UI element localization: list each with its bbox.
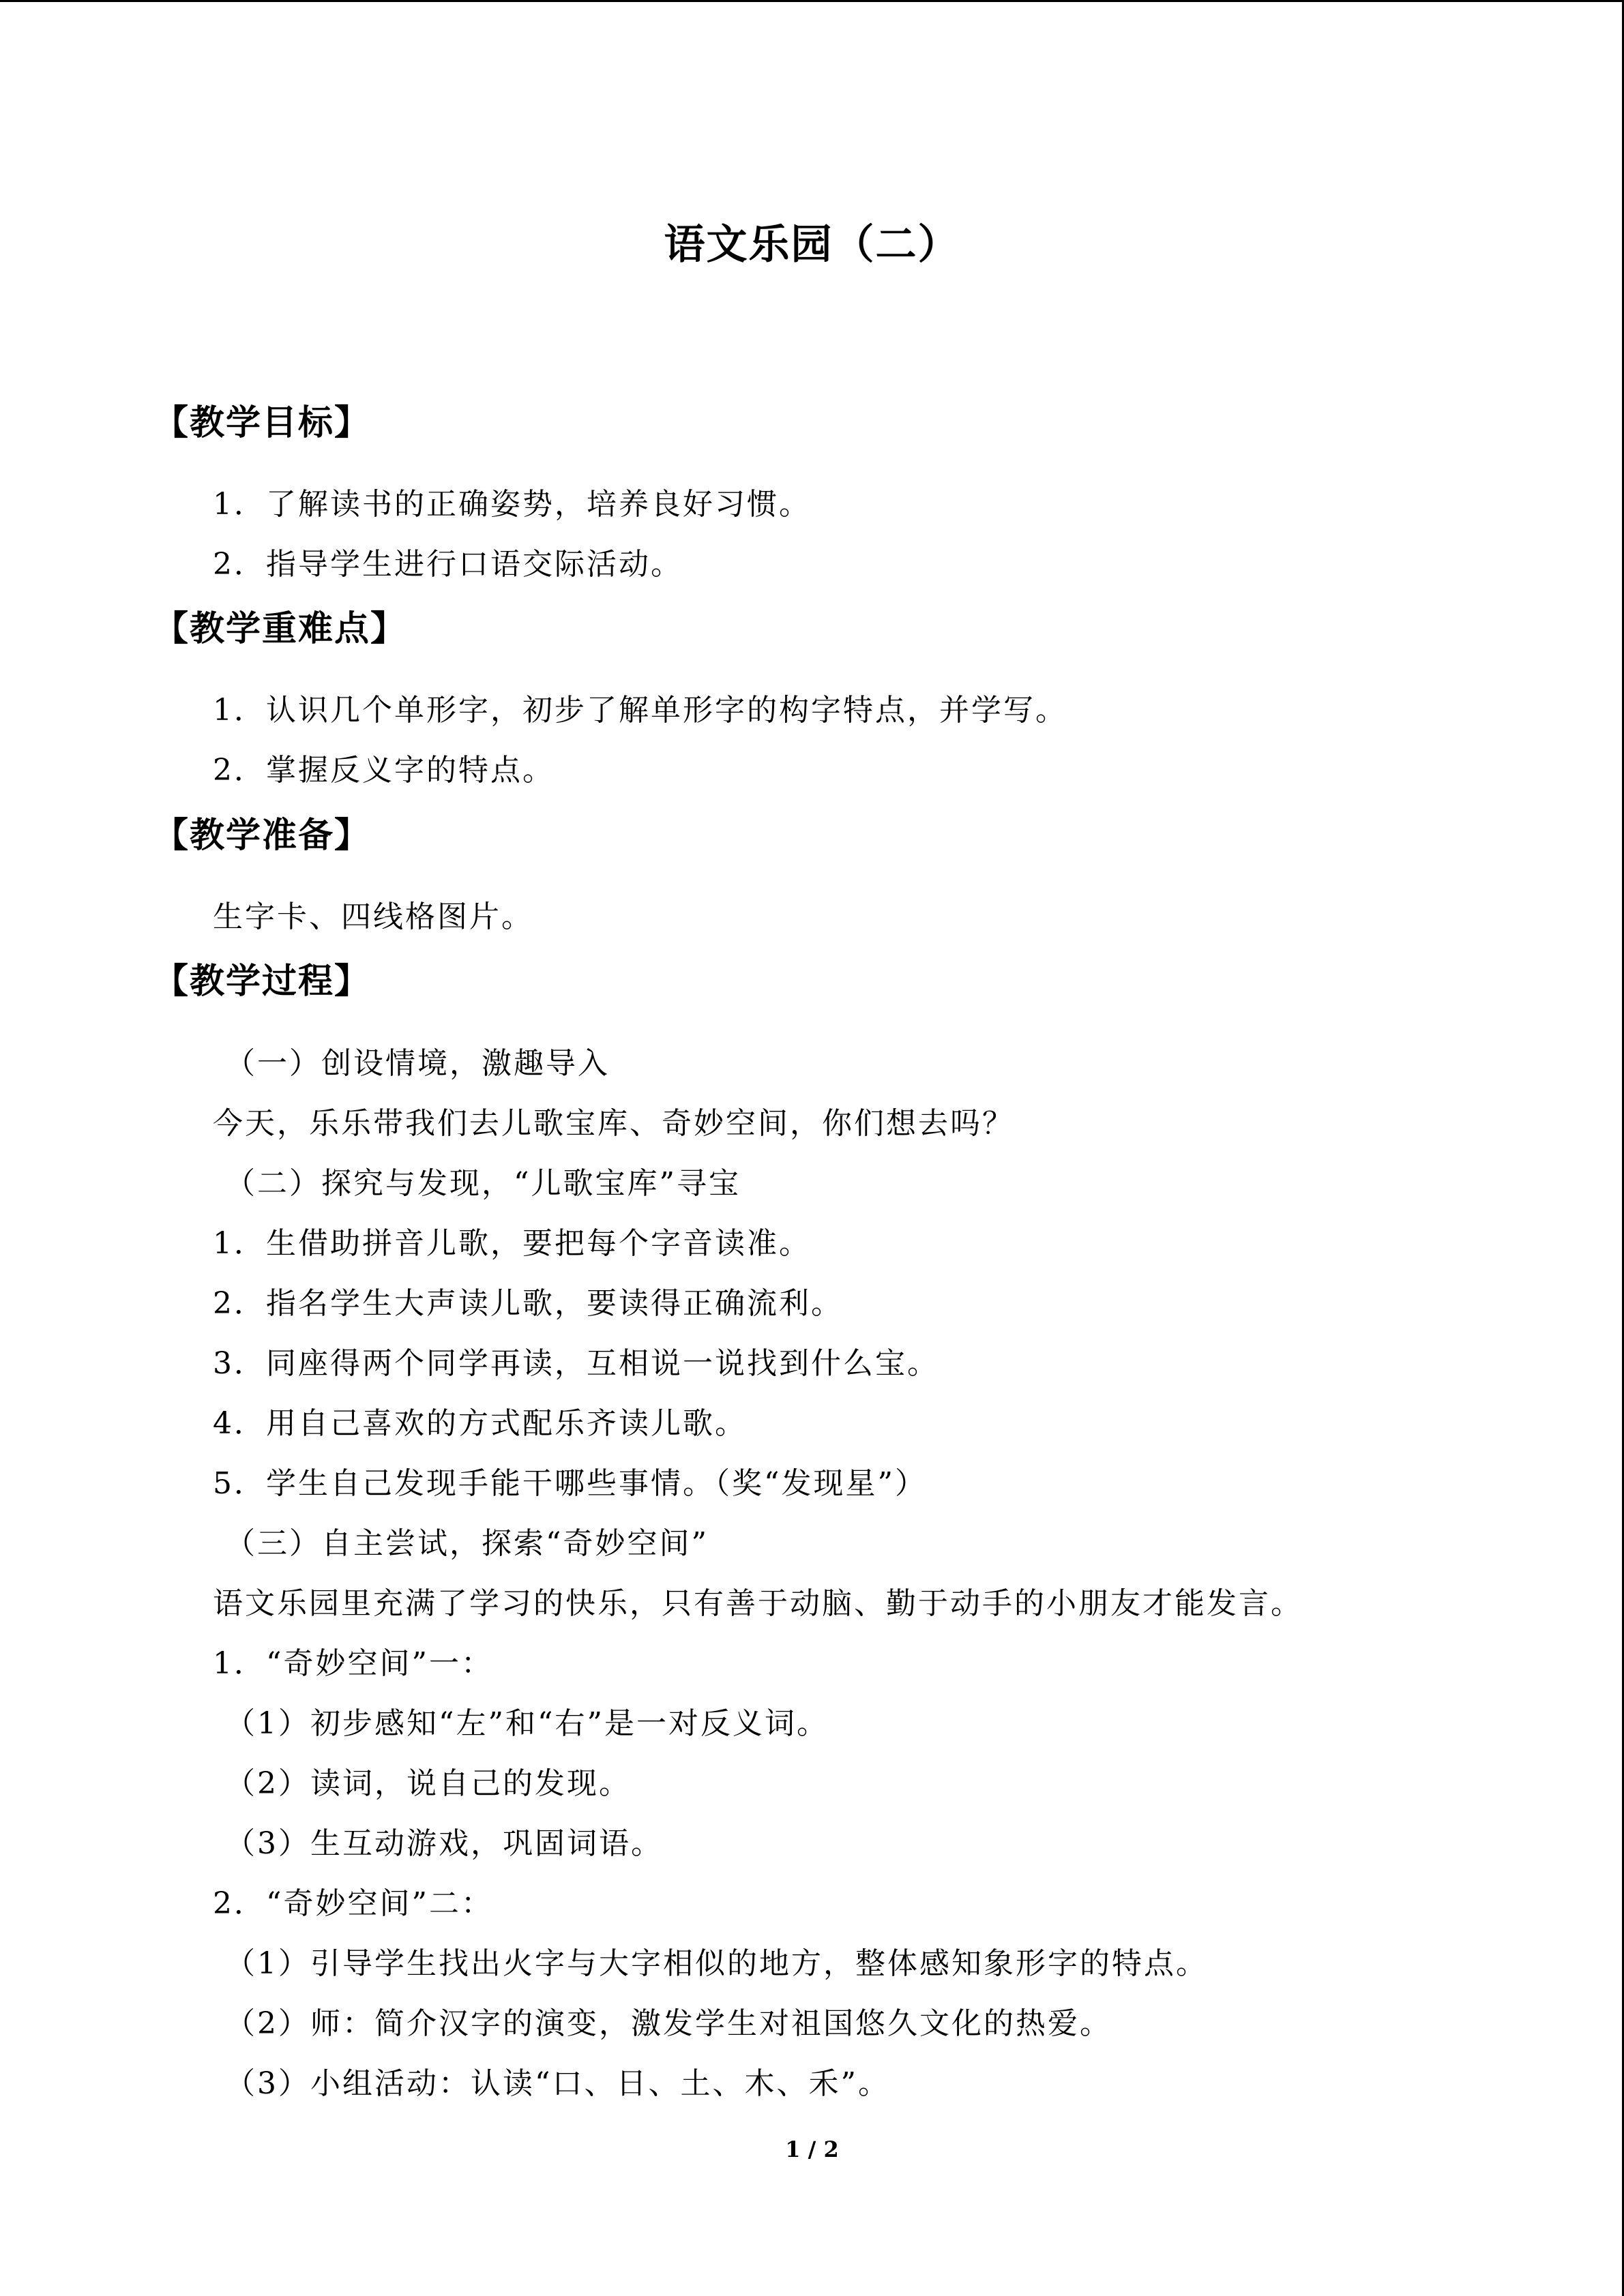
document-title: 语文乐园（二）: [664, 221, 960, 269]
process-subheading: （一）创设情境，激趣导入: [225, 1046, 610, 1081]
preparation-item: 生字卡、四线格图片。: [213, 899, 533, 934]
key-point-item: 2．掌握反义字的特点。: [213, 753, 555, 788]
key-point-item: 1．认识几个单形字，初步了解单形字的构字特点，并学写。: [213, 693, 1067, 728]
process-subheading: （二）探究与发现，“儿歌宝库”寻宝: [225, 1166, 741, 1201]
process-item: 5．学生自己发现手能干哪些事情。（奖“发现星”）: [213, 1466, 927, 1501]
page-number: 1 / 2: [785, 2136, 839, 2162]
process-subheading: （三）自主尝试，探索“奇妙空间”: [225, 1526, 709, 1561]
process-item: 2．“奇妙空间”二：: [213, 1886, 493, 1921]
process-item: （3）小组活动：认读“口、日、土、木、禾”。: [225, 2066, 890, 2101]
process-item: 2．指名学生大声读儿歌，要读得正确流利。: [213, 1286, 843, 1321]
section-heading-objectives: 【教学目标】: [153, 402, 371, 443]
process-item: （3）生互动游戏，巩固词语。: [225, 1826, 663, 1861]
process-item: （1）引导学生找出火字与大字相似的地方，整体感知象形字的特点。: [225, 1946, 1208, 1981]
objective-item: 1．了解读书的正确姿势，培养良好习惯。: [213, 487, 811, 522]
process-item: 今天，乐乐带我们去儿歌宝库、奇妙空间，你们想去吗？: [213, 1106, 1014, 1141]
process-item: （2）师：简介汉字的演变，激发学生对祖国悠久文化的热爱。: [225, 2006, 1112, 2041]
process-item: 3．同座得两个同学再读，互相说一说找到什么宝。: [213, 1346, 939, 1381]
process-item: （2）读词，说自己的发现。: [225, 1766, 631, 1801]
process-item: （1）初步感知“左”和“右”是一对反义词。: [225, 1706, 829, 1741]
section-heading-key-points: 【教学重难点】: [153, 608, 407, 649]
section-heading-preparation: 【教学准备】: [153, 815, 371, 856]
process-item: 语文乐园里充满了学习的快乐，只有善于动脑、勤于动手的小朋友才能发言。: [213, 1586, 1303, 1621]
objective-item: 2．指导学生进行口语交际活动。: [213, 547, 683, 582]
process-item: 1．“奇妙空间”一：: [213, 1646, 493, 1681]
process-item: 4．用自己喜欢的方式配乐齐读儿歌。: [213, 1406, 747, 1441]
section-heading-process: 【教学过程】: [153, 961, 371, 1002]
process-item: 1．生借助拼音儿歌，要把每个字音读准。: [213, 1226, 811, 1261]
